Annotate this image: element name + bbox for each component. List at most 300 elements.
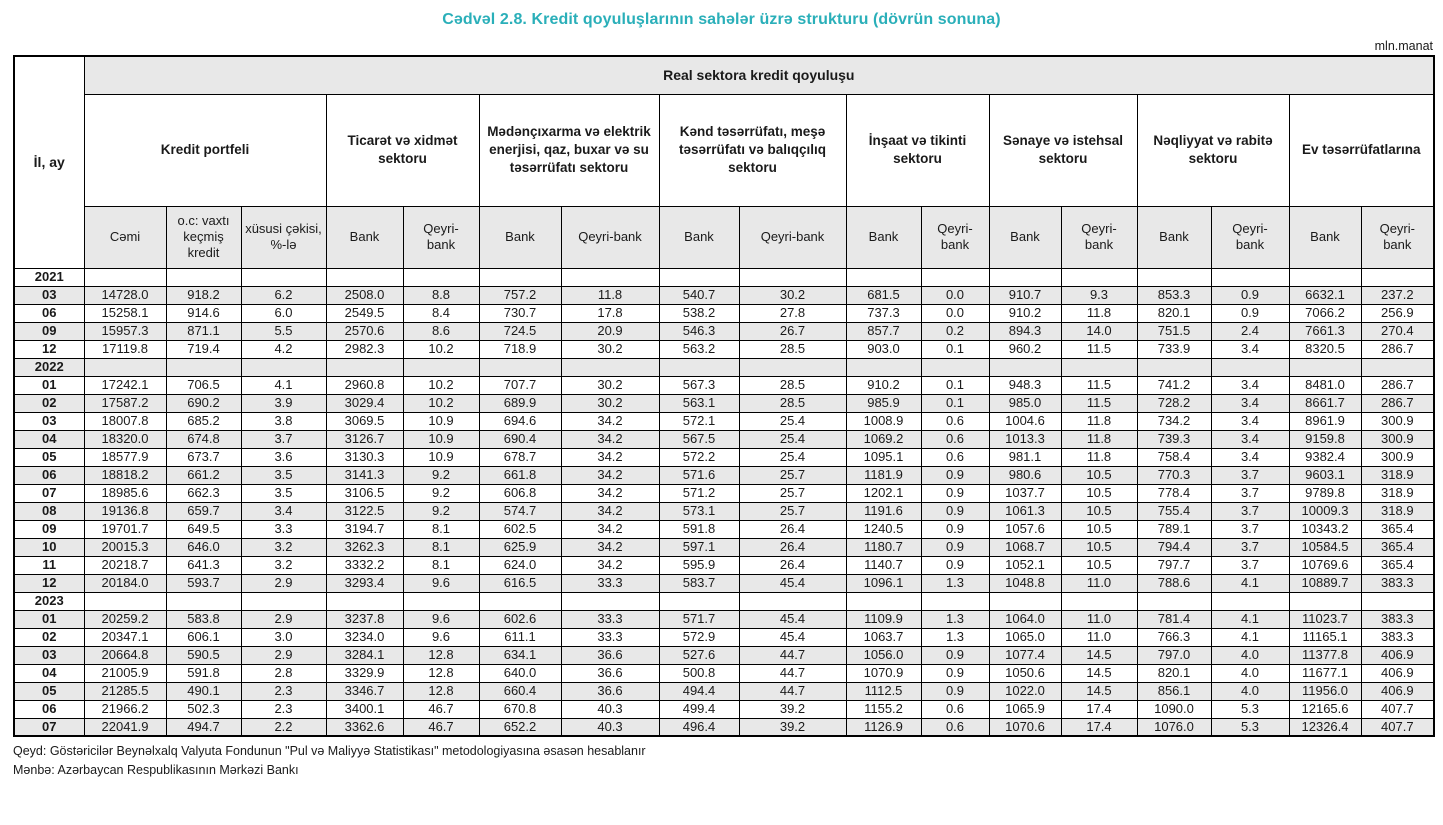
value-cell: 1070.6 [989,718,1061,736]
value-cell: 300.9 [1361,412,1434,430]
value-cell: 1155.2 [846,700,921,718]
value-cell: 45.4 [739,574,846,592]
value-cell: 1090.0 [1137,700,1211,718]
value-cell: 3.8 [241,412,326,430]
value-cell: 20347.1 [84,628,166,646]
value-cell: 903.0 [846,340,921,358]
value-cell [921,268,989,286]
value-cell: 3.0 [241,628,326,646]
month-label-cell: 10 [14,538,84,556]
value-cell: 751.5 [1137,322,1211,340]
value-cell: 3293.4 [326,574,403,592]
data-row [14,628,1434,646]
value-cell: 20184.0 [84,574,166,592]
value-cell: 3234.0 [326,628,403,646]
value-cell: 10.5 [1061,484,1137,502]
value-cell: 571.2 [659,484,739,502]
data-row [14,502,1434,520]
value-cell: 3106.5 [326,484,403,502]
value-cell: 4.2 [241,340,326,358]
value-cell: 2.9 [241,610,326,628]
data-row [14,574,1434,592]
value-cell: 34.2 [561,448,659,466]
data-row [14,646,1434,664]
value-cell: 3069.5 [326,412,403,430]
value-cell: 4.1 [1211,628,1289,646]
month-label-cell: 06 [14,700,84,718]
value-cell: 10.5 [1061,556,1137,574]
value-cell: 12.8 [403,682,479,700]
value-cell [921,592,989,610]
value-cell: 758.4 [1137,448,1211,466]
value-cell: 0.9 [1211,286,1289,304]
value-cell: 5.3 [1211,718,1289,736]
value-cell: 794.4 [1137,538,1211,556]
value-cell: 980.6 [989,466,1061,484]
group-header-ev: Ev təsərrüfatlarına [1289,94,1434,206]
value-cell: 583.7 [659,574,739,592]
value-cell: 0.9 [921,664,989,682]
value-cell: 0.9 [921,556,989,574]
value-cell: 9.3 [1061,286,1137,304]
value-cell: 4.0 [1211,664,1289,682]
value-cell: 14.5 [1061,646,1137,664]
value-cell: 611.1 [479,628,561,646]
month-label-cell: 12 [14,574,84,592]
col-header-insaat-qeyri-bank: Qeyri-bank [921,206,989,268]
value-cell: 10009.3 [1289,502,1361,520]
value-cell: 10343.2 [1289,520,1361,538]
value-cell [241,592,326,610]
value-cell: 3284.1 [326,646,403,664]
value-cell: 3262.3 [326,538,403,556]
value-cell: 3.4 [1211,412,1289,430]
value-cell: 659.7 [166,502,241,520]
value-cell [1211,358,1289,376]
table-body [14,268,1434,736]
value-cell [561,358,659,376]
month-label-cell: 05 [14,448,84,466]
month-label-cell: 05 [14,682,84,700]
value-cell: 3126.7 [326,430,403,448]
value-cell [1061,268,1137,286]
value-cell: 1095.1 [846,448,921,466]
value-cell: 9159.8 [1289,430,1361,448]
value-cell: 1063.7 [846,628,921,646]
value-cell: 563.1 [659,394,739,412]
value-cell: 3.4 [1211,448,1289,466]
value-cell: 46.7 [403,718,479,736]
value-cell: 871.1 [166,322,241,340]
col-header-ticaret-qeyri-bank: Qeyri-bank [403,206,479,268]
value-cell: 3237.8 [326,610,403,628]
value-cell: 778.4 [1137,484,1211,502]
value-cell: 11.5 [1061,394,1137,412]
group-header-row [14,94,1434,206]
value-cell: 3346.7 [326,682,403,700]
value-cell: 7661.3 [1289,322,1361,340]
value-cell: 820.1 [1137,304,1211,322]
value-cell [739,358,846,376]
value-cell: 788.6 [1137,574,1211,592]
col-header-ticaret-bank: Bank [326,206,403,268]
value-cell: 11.0 [1061,628,1137,646]
value-cell: 1112.5 [846,682,921,700]
value-cell: 0.6 [921,412,989,430]
value-cell: 616.5 [479,574,561,592]
value-cell: 3.7 [1211,556,1289,574]
value-cell: 910.7 [989,286,1061,304]
value-cell [1361,268,1434,286]
value-cell: 2.3 [241,700,326,718]
value-cell: 9.2 [403,502,479,520]
value-cell: 572.2 [659,448,739,466]
value-cell: 34.2 [561,538,659,556]
value-cell: 894.3 [989,322,1061,340]
value-cell: 739.3 [1137,430,1211,448]
value-cell: 36.6 [561,682,659,700]
value-cell [403,592,479,610]
value-cell: 3400.1 [326,700,403,718]
value-cell: 597.1 [659,538,739,556]
value-cell: 797.0 [1137,646,1211,664]
month-label-cell: 02 [14,394,84,412]
value-cell [166,358,241,376]
value-cell: 407.7 [1361,718,1434,736]
value-cell: 39.2 [739,718,846,736]
value-cell: 383.3 [1361,574,1434,592]
value-cell: 11.8 [1061,412,1137,430]
value-cell: 661.2 [166,466,241,484]
value-cell: 10.9 [403,430,479,448]
value-cell [1061,358,1137,376]
value-cell [326,592,403,610]
value-cell: 2.9 [241,646,326,664]
value-cell: 20015.3 [84,538,166,556]
value-cell: 10.5 [1061,466,1137,484]
value-cell: 21285.5 [84,682,166,700]
data-row [14,376,1434,394]
value-cell: 318.9 [1361,502,1434,520]
value-cell: 2549.5 [326,304,403,322]
value-cell: 606.1 [166,628,241,646]
value-cell [241,358,326,376]
value-cell: 918.2 [166,286,241,304]
value-cell: 6632.1 [1289,286,1361,304]
month-label-cell: 01 [14,610,84,628]
value-cell: 17587.2 [84,394,166,412]
value-cell: 22041.9 [84,718,166,736]
value-cell: 0.9 [921,466,989,484]
value-cell: 670.8 [479,700,561,718]
value-cell: 706.5 [166,376,241,394]
value-cell: 685.2 [166,412,241,430]
value-cell: 45.4 [739,610,846,628]
value-cell [1361,592,1434,610]
value-cell: 20664.8 [84,646,166,664]
year-row [14,358,1434,376]
value-cell: 9603.1 [1289,466,1361,484]
value-cell: 1037.7 [989,484,1061,502]
value-cell: 44.7 [739,664,846,682]
value-cell: 719.4 [166,340,241,358]
value-cell: 365.4 [1361,556,1434,574]
value-cell: 25.4 [739,430,846,448]
value-cell: 718.9 [479,340,561,358]
value-cell: 910.2 [989,304,1061,322]
value-cell: 567.5 [659,430,739,448]
value-cell: 3.6 [241,448,326,466]
value-cell [561,268,659,286]
value-cell: 0.0 [921,286,989,304]
value-cell: 33.3 [561,610,659,628]
value-cell: 3141.3 [326,466,403,484]
value-cell: 1202.1 [846,484,921,502]
col-header-neqliyyat-qeyri-bank: Qeyri-bank [1211,206,1289,268]
value-cell: 9.6 [403,574,479,592]
value-cell: 0.9 [921,646,989,664]
value-cell: 1052.1 [989,556,1061,574]
value-cell: 571.6 [659,466,739,484]
value-cell: 591.8 [166,664,241,682]
value-cell: 3122.5 [326,502,403,520]
month-label-cell: 06 [14,466,84,484]
value-cell: 1048.8 [989,574,1061,592]
month-label-cell: 03 [14,286,84,304]
value-cell [84,268,166,286]
value-cell: 19136.8 [84,502,166,520]
value-cell: 3.7 [1211,538,1289,556]
value-cell: 39.2 [739,700,846,718]
value-cell: 3362.6 [326,718,403,736]
value-cell: 1069.2 [846,430,921,448]
value-cell: 406.9 [1361,682,1434,700]
value-cell: 502.3 [166,700,241,718]
value-cell: 981.1 [989,448,1061,466]
band-header-real-sector: Real sektora kredit qoyuluşu [84,56,1434,94]
value-cell: 33.3 [561,628,659,646]
value-cell [479,592,561,610]
value-cell: 856.1 [1137,682,1211,700]
data-row [14,538,1434,556]
value-cell: 602.6 [479,610,561,628]
value-cell: 1076.0 [1137,718,1211,736]
value-cell: 30.2 [561,340,659,358]
col-header-meden-bank: Bank [479,206,561,268]
value-cell [659,592,739,610]
col-header-ev-qeyri-bank: Qeyri-bank [1361,206,1434,268]
value-cell: 34.2 [561,502,659,520]
value-cell: 19701.7 [84,520,166,538]
value-cell: 733.9 [1137,340,1211,358]
value-cell: 12.8 [403,646,479,664]
value-cell: 11165.1 [1289,628,1361,646]
value-cell: 26.7 [739,322,846,340]
value-cell: 8.1 [403,538,479,556]
value-cell: 318.9 [1361,466,1434,484]
value-cell: 11.8 [1061,304,1137,322]
value-cell: 1070.9 [846,664,921,682]
value-cell: 10.5 [1061,538,1137,556]
month-label-cell: 02 [14,628,84,646]
value-cell: 26.4 [739,538,846,556]
data-row [14,682,1434,700]
value-cell: 3.7 [1211,484,1289,502]
band-header-row [14,56,1434,94]
value-cell: 0.1 [921,340,989,358]
value-cell: 10.5 [1061,502,1137,520]
value-cell: 17.4 [1061,700,1137,718]
value-cell: 300.9 [1361,448,1434,466]
value-cell [166,268,241,286]
value-cell: 766.3 [1137,628,1211,646]
value-cell: 853.3 [1137,286,1211,304]
value-cell: 5.3 [1211,700,1289,718]
value-cell: 0.1 [921,376,989,394]
year-label-cell: 2023 [14,592,84,610]
value-cell: 9.6 [403,628,479,646]
value-cell: 406.9 [1361,664,1434,682]
value-cell: 256.9 [1361,304,1434,322]
value-cell: 11.8 [1061,430,1137,448]
value-cell [403,358,479,376]
value-cell: 17.8 [561,304,659,322]
month-label-cell: 09 [14,520,84,538]
value-cell: 571.7 [659,610,739,628]
value-cell: 300.9 [1361,430,1434,448]
value-cell: 3.5 [241,466,326,484]
data-row [14,664,1434,682]
value-cell: 606.8 [479,484,561,502]
value-cell: 572.9 [659,628,739,646]
value-cell: 2.3 [241,682,326,700]
value-cell [739,268,846,286]
value-cell: 0.6 [921,700,989,718]
value-cell [1211,592,1289,610]
value-cell: 9789.8 [1289,484,1361,502]
value-cell: 734.2 [1137,412,1211,430]
value-cell: 30.2 [561,376,659,394]
value-cell [326,268,403,286]
value-cell: 593.7 [166,574,241,592]
value-cell: 383.3 [1361,610,1434,628]
value-cell: 690.4 [479,430,561,448]
year-label-cell: 2022 [14,358,84,376]
value-cell: 2570.6 [326,322,403,340]
value-cell: 662.3 [166,484,241,502]
value-cell: 0.9 [921,484,989,502]
value-cell: 237.2 [1361,286,1434,304]
value-cell: 1056.0 [846,646,921,664]
value-cell: 10.9 [403,412,479,430]
value-cell: 2982.3 [326,340,403,358]
value-cell: 9.2 [403,466,479,484]
value-cell: 34.2 [561,412,659,430]
value-cell: 6.2 [241,286,326,304]
col-header-xususi-cekisi: xüsusi çəkisi, %-lə [241,206,326,268]
col-header-cemi: Cəmi [84,206,166,268]
value-cell: 407.7 [1361,700,1434,718]
value-cell: 45.4 [739,628,846,646]
value-cell: 1.3 [921,610,989,628]
value-cell: 625.9 [479,538,561,556]
value-cell: 1068.7 [989,538,1061,556]
value-cell: 365.4 [1361,520,1434,538]
value-cell: 757.2 [479,286,561,304]
value-cell: 383.3 [1361,628,1434,646]
value-cell: 36.6 [561,646,659,664]
value-cell: 11.0 [1061,574,1137,592]
value-cell: 9.2 [403,484,479,502]
value-cell: 574.7 [479,502,561,520]
value-cell: 1109.9 [846,610,921,628]
value-cell: 25.7 [739,502,846,520]
value-cell: 14.5 [1061,682,1137,700]
col-header-year-month: İl, ay [14,56,84,268]
value-cell: 563.2 [659,340,739,358]
data-row [14,610,1434,628]
col-header-kend-bank: Bank [659,206,739,268]
value-cell: 11677.1 [1289,664,1361,682]
value-cell: 1064.0 [989,610,1061,628]
value-cell: 538.2 [659,304,739,322]
value-cell: 0.9 [921,538,989,556]
value-cell: 9.6 [403,610,479,628]
month-label-cell: 06 [14,304,84,322]
value-cell: 11956.0 [1289,682,1361,700]
year-row [14,592,1434,610]
value-cell: 4.0 [1211,682,1289,700]
value-cell: 910.2 [846,376,921,394]
value-cell: 3.2 [241,538,326,556]
value-cell [846,268,921,286]
value-cell: 960.2 [989,340,1061,358]
value-cell: 270.4 [1361,322,1434,340]
value-cell [739,592,846,610]
value-cell: 10.5 [1061,520,1137,538]
value-cell: 948.3 [989,376,1061,394]
value-cell: 25.4 [739,448,846,466]
value-cell: 0.0 [921,304,989,322]
value-cell: 25.4 [739,412,846,430]
value-cell: 3.4 [1211,430,1289,448]
value-cell: 8320.5 [1289,340,1361,358]
value-cell [1211,268,1289,286]
value-cell: 567.3 [659,376,739,394]
col-header-ev-bank: Bank [1289,206,1361,268]
value-cell: 3.7 [1211,502,1289,520]
value-cell: 496.4 [659,718,739,736]
value-cell: 649.5 [166,520,241,538]
value-cell: 646.0 [166,538,241,556]
value-cell: 572.1 [659,412,739,430]
value-cell: 661.8 [479,466,561,484]
value-cell: 20218.7 [84,556,166,574]
value-cell [1289,358,1361,376]
value-cell: 737.3 [846,304,921,322]
value-cell [1137,268,1211,286]
value-cell: 12326.4 [1289,718,1361,736]
value-cell: 11.5 [1061,340,1137,358]
value-cell: 318.9 [1361,484,1434,502]
value-cell: 4.1 [1211,610,1289,628]
value-cell: 527.6 [659,646,739,664]
value-cell: 286.7 [1361,340,1434,358]
value-cell: 28.5 [739,394,846,412]
value-cell: 583.8 [166,610,241,628]
value-cell [989,358,1061,376]
value-cell: 11.0 [1061,610,1137,628]
